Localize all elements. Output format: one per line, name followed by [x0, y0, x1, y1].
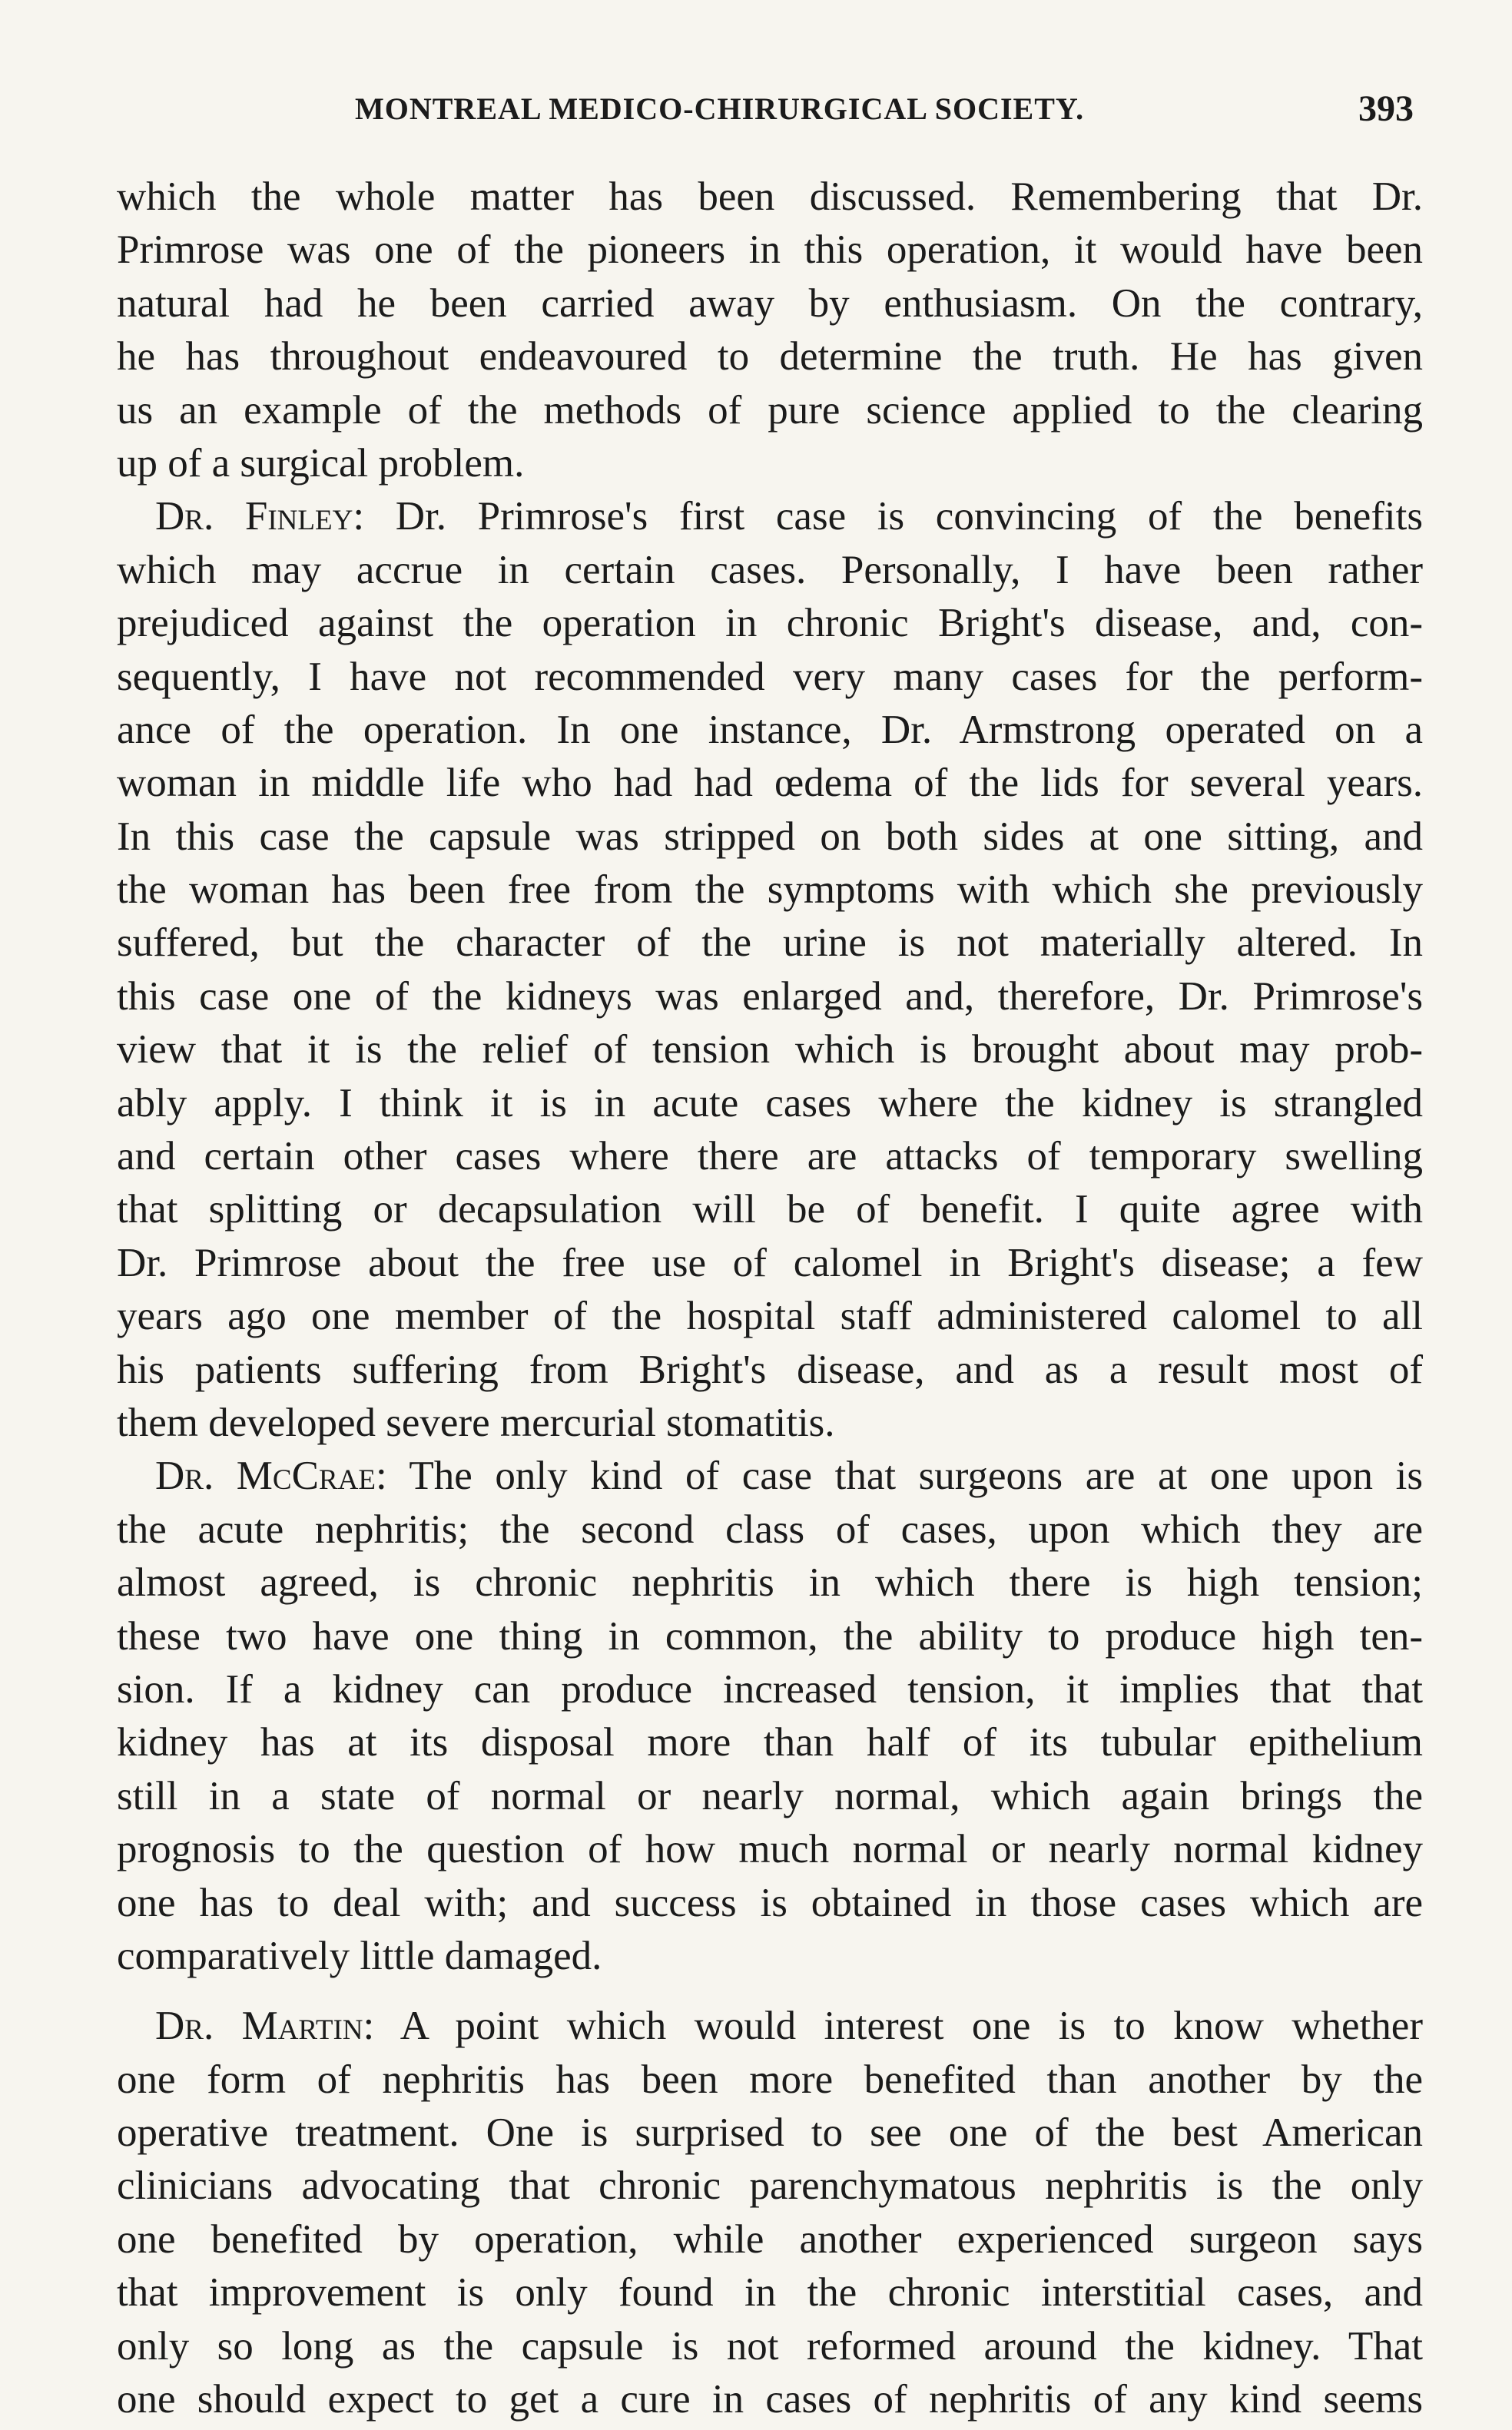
text-line: this case one of the kidneys was enlarged and, therefore, Dr. Primrose's — [117, 973, 1423, 1019]
text-line: prejudiced against the operation in chronic Bright's disease, and, con- — [117, 601, 1423, 646]
speaker-name: Dr. McCrae: — [155, 1454, 387, 1499]
text-line: that splitting or decapsulation will be of benefit. I quite agree with — [117, 1187, 1423, 1232]
text-line: his patients suffering from Bright's disease, and as a result most of — [117, 1347, 1423, 1392]
text-line: that improvement is only found in the chronic interstitial cases, and — [117, 2270, 1423, 2316]
text-line: one should expect to get a cure in cases of nephritis of any kind seems — [117, 2377, 1423, 2422]
text-line: kidney has at its disposal more than half of its tubular epithelium — [117, 1720, 1423, 1765]
text-line: comparatively little damaged. — [117, 1933, 602, 1978]
page-number: 393 — [1358, 88, 1414, 129]
text-line: us an example of the methods of pure science applied to the clearing — [117, 387, 1423, 433]
text-line: In this case the capsule was stripped on both sides at one sitting, and — [117, 814, 1423, 859]
text-line: one has to deal with; and success is obtained in those cases which are — [117, 1880, 1423, 1925]
text-line: sequently, I have not recommended very many cases for the perform- — [117, 654, 1423, 699]
speaker-name: Dr. Finley: — [155, 494, 365, 539]
text-line: and certain other cases where there are attacks of temporary swelling — [117, 1134, 1423, 1179]
text-line: clinicians advocating that chronic parenchymatous nephritis is the only — [117, 2163, 1423, 2209]
text-line: one form of nephritis has been more benefited than another by the — [117, 2057, 1423, 2102]
text-line — [117, 1450, 1423, 1503]
text-line: only so long as the capsule is not reformed around the kidney. That — [117, 2323, 1423, 2369]
text-line: years ago one member of the hospital staff administered calomel to all — [117, 1294, 1423, 1339]
text-line — [117, 490, 1423, 543]
text-line: almost agreed, is chronic nephritis in which there is high tension; — [117, 1560, 1423, 1606]
text-line: operative treatment. One is surprised to see one of the best American — [117, 2110, 1423, 2156]
text-line: up of a surgical problem. — [117, 440, 525, 486]
text-line: one benefited by operation, while another experienced surgeon says — [117, 2216, 1423, 2262]
text-line: ably apply. I think it is in acute cases where the kidney is strangled — [117, 1080, 1423, 1125]
paragraph — [117, 1450, 1423, 1983]
text-line: them developed severe mercurial stomatitis. — [117, 1400, 835, 1445]
text-line: the acute nephritis; the second class of cases, upon which they are — [117, 1507, 1423, 1552]
text-line — [117, 2000, 1423, 2053]
speaker-name: Dr. Martin: — [155, 2004, 375, 2049]
text-line: these two have one thing in common, the ability to produce high ten- — [117, 1613, 1423, 1659]
text-line: which may accrue in certain cases. Personally, I have been rather — [117, 547, 1423, 592]
text-line: view that it is the relief of tension which is brought about may prob- — [117, 1027, 1423, 1072]
text-line: prognosis to the question of how much normal or nearly normal kidney — [117, 1827, 1423, 1872]
text-line: which the whole matter has been discussed. Remembering that Dr. — [117, 174, 1423, 219]
text-line: still in a state of normal or nearly normal, which again brings the — [117, 1773, 1423, 1818]
paragraph-gap — [117, 1983, 1423, 2000]
line-text: The only kind of case that surgeons are at one upon is — [386, 1454, 1424, 1499]
line-text: A point which would interest one is to know whether — [374, 2004, 1423, 2049]
paragraph — [117, 171, 1423, 490]
page-header — [115, 88, 1421, 137]
text-line: Primrose was one of the pioneers in this operation, it would have been — [117, 227, 1423, 273]
text-line: the woman has been free from the symptoms with which she previously — [117, 867, 1423, 913]
text-line: woman in middle life who had had œdema of the lids for several years. — [117, 761, 1423, 806]
paragraph — [117, 2000, 1423, 2426]
text-line: he has throughout endeavoured to determine the truth. He has given — [117, 334, 1423, 380]
text-line: suffered, but the character of the urine is not materially altered. In — [117, 920, 1423, 966]
text-line: sion. If a kidney can produce increased tension, it implies that that — [117, 1666, 1423, 1712]
paragraph — [117, 490, 1423, 1450]
body-text — [117, 171, 1423, 2426]
text-line: Dr. Primrose about the free use of calomel in Bright's disease; a few — [117, 1240, 1423, 1285]
running-head: MONTREAL MEDICO-CHIRURGICAL SOCIETY. — [355, 91, 1085, 126]
text-line: natural had he been carried away by enthusiasm. On the contrary, — [117, 280, 1423, 326]
line-text: Dr. Primrose's first case is convincing of the benefits — [364, 494, 1423, 539]
text-line: ance of the operation. In one instance, Dr. Armstrong operated on a — [117, 707, 1423, 752]
